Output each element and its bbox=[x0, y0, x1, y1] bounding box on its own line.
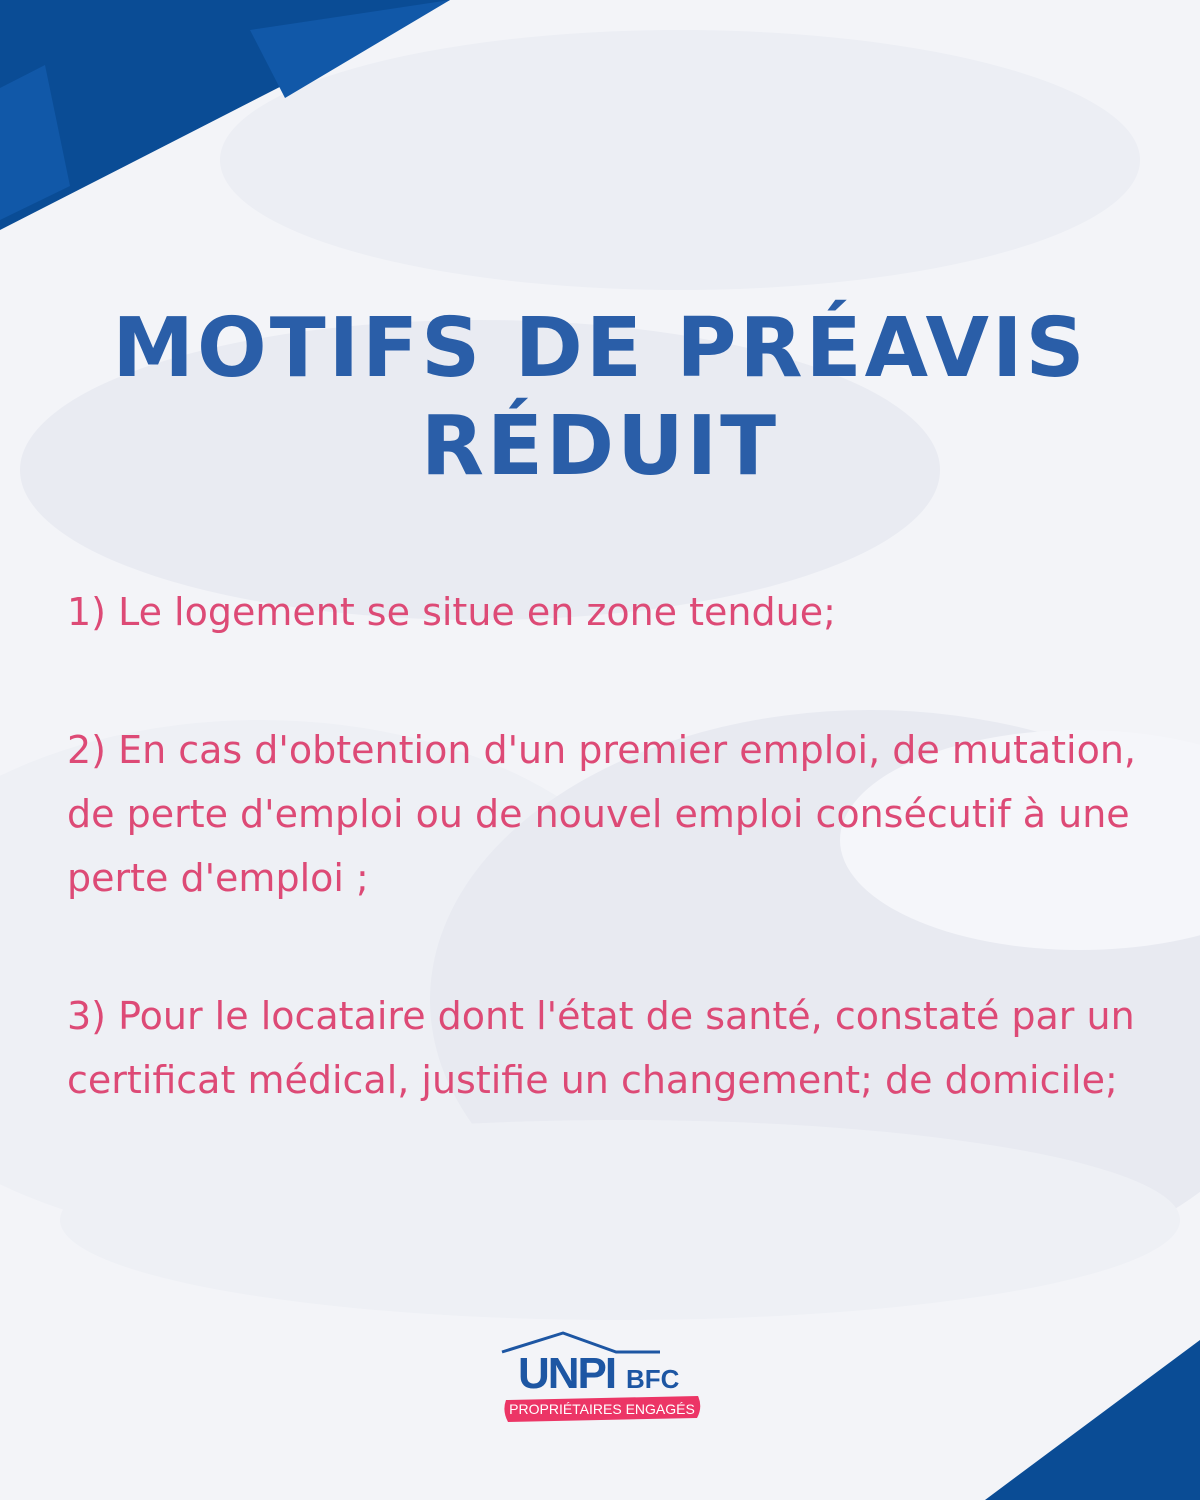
page-title bbox=[60, 300, 1140, 496]
logo-tagline: PROPRIÉTAIRES ENGAGÉS bbox=[509, 1401, 695, 1417]
unpi-bfc-logo bbox=[498, 1330, 704, 1434]
reason-item-2: 2) En cas d'obtention d'un premier emploi, de mutation, de perte d'emploi ou de nouvel emploi consécutif à une perte d'emploi ; bbox=[67, 728, 1137, 900]
bg-ellipse-top bbox=[220, 30, 1140, 290]
reasons-list bbox=[67, 580, 1157, 1186]
logo-region: BFC bbox=[626, 1364, 680, 1394]
reason-item-3: 3) Pour le locataire dont l'état de santé, constaté par un certificat médical, justifie un changement; de domicile; bbox=[67, 994, 1135, 1102]
reason-item-1: 1) Le logement se situe en zone tendue; bbox=[67, 590, 836, 634]
title-line-2: RÉDUIT bbox=[420, 399, 780, 494]
title-line-1: MOTIFS DE PRÉAVIS bbox=[112, 301, 1088, 396]
logo-brand: UNPI bbox=[518, 1349, 616, 1398]
